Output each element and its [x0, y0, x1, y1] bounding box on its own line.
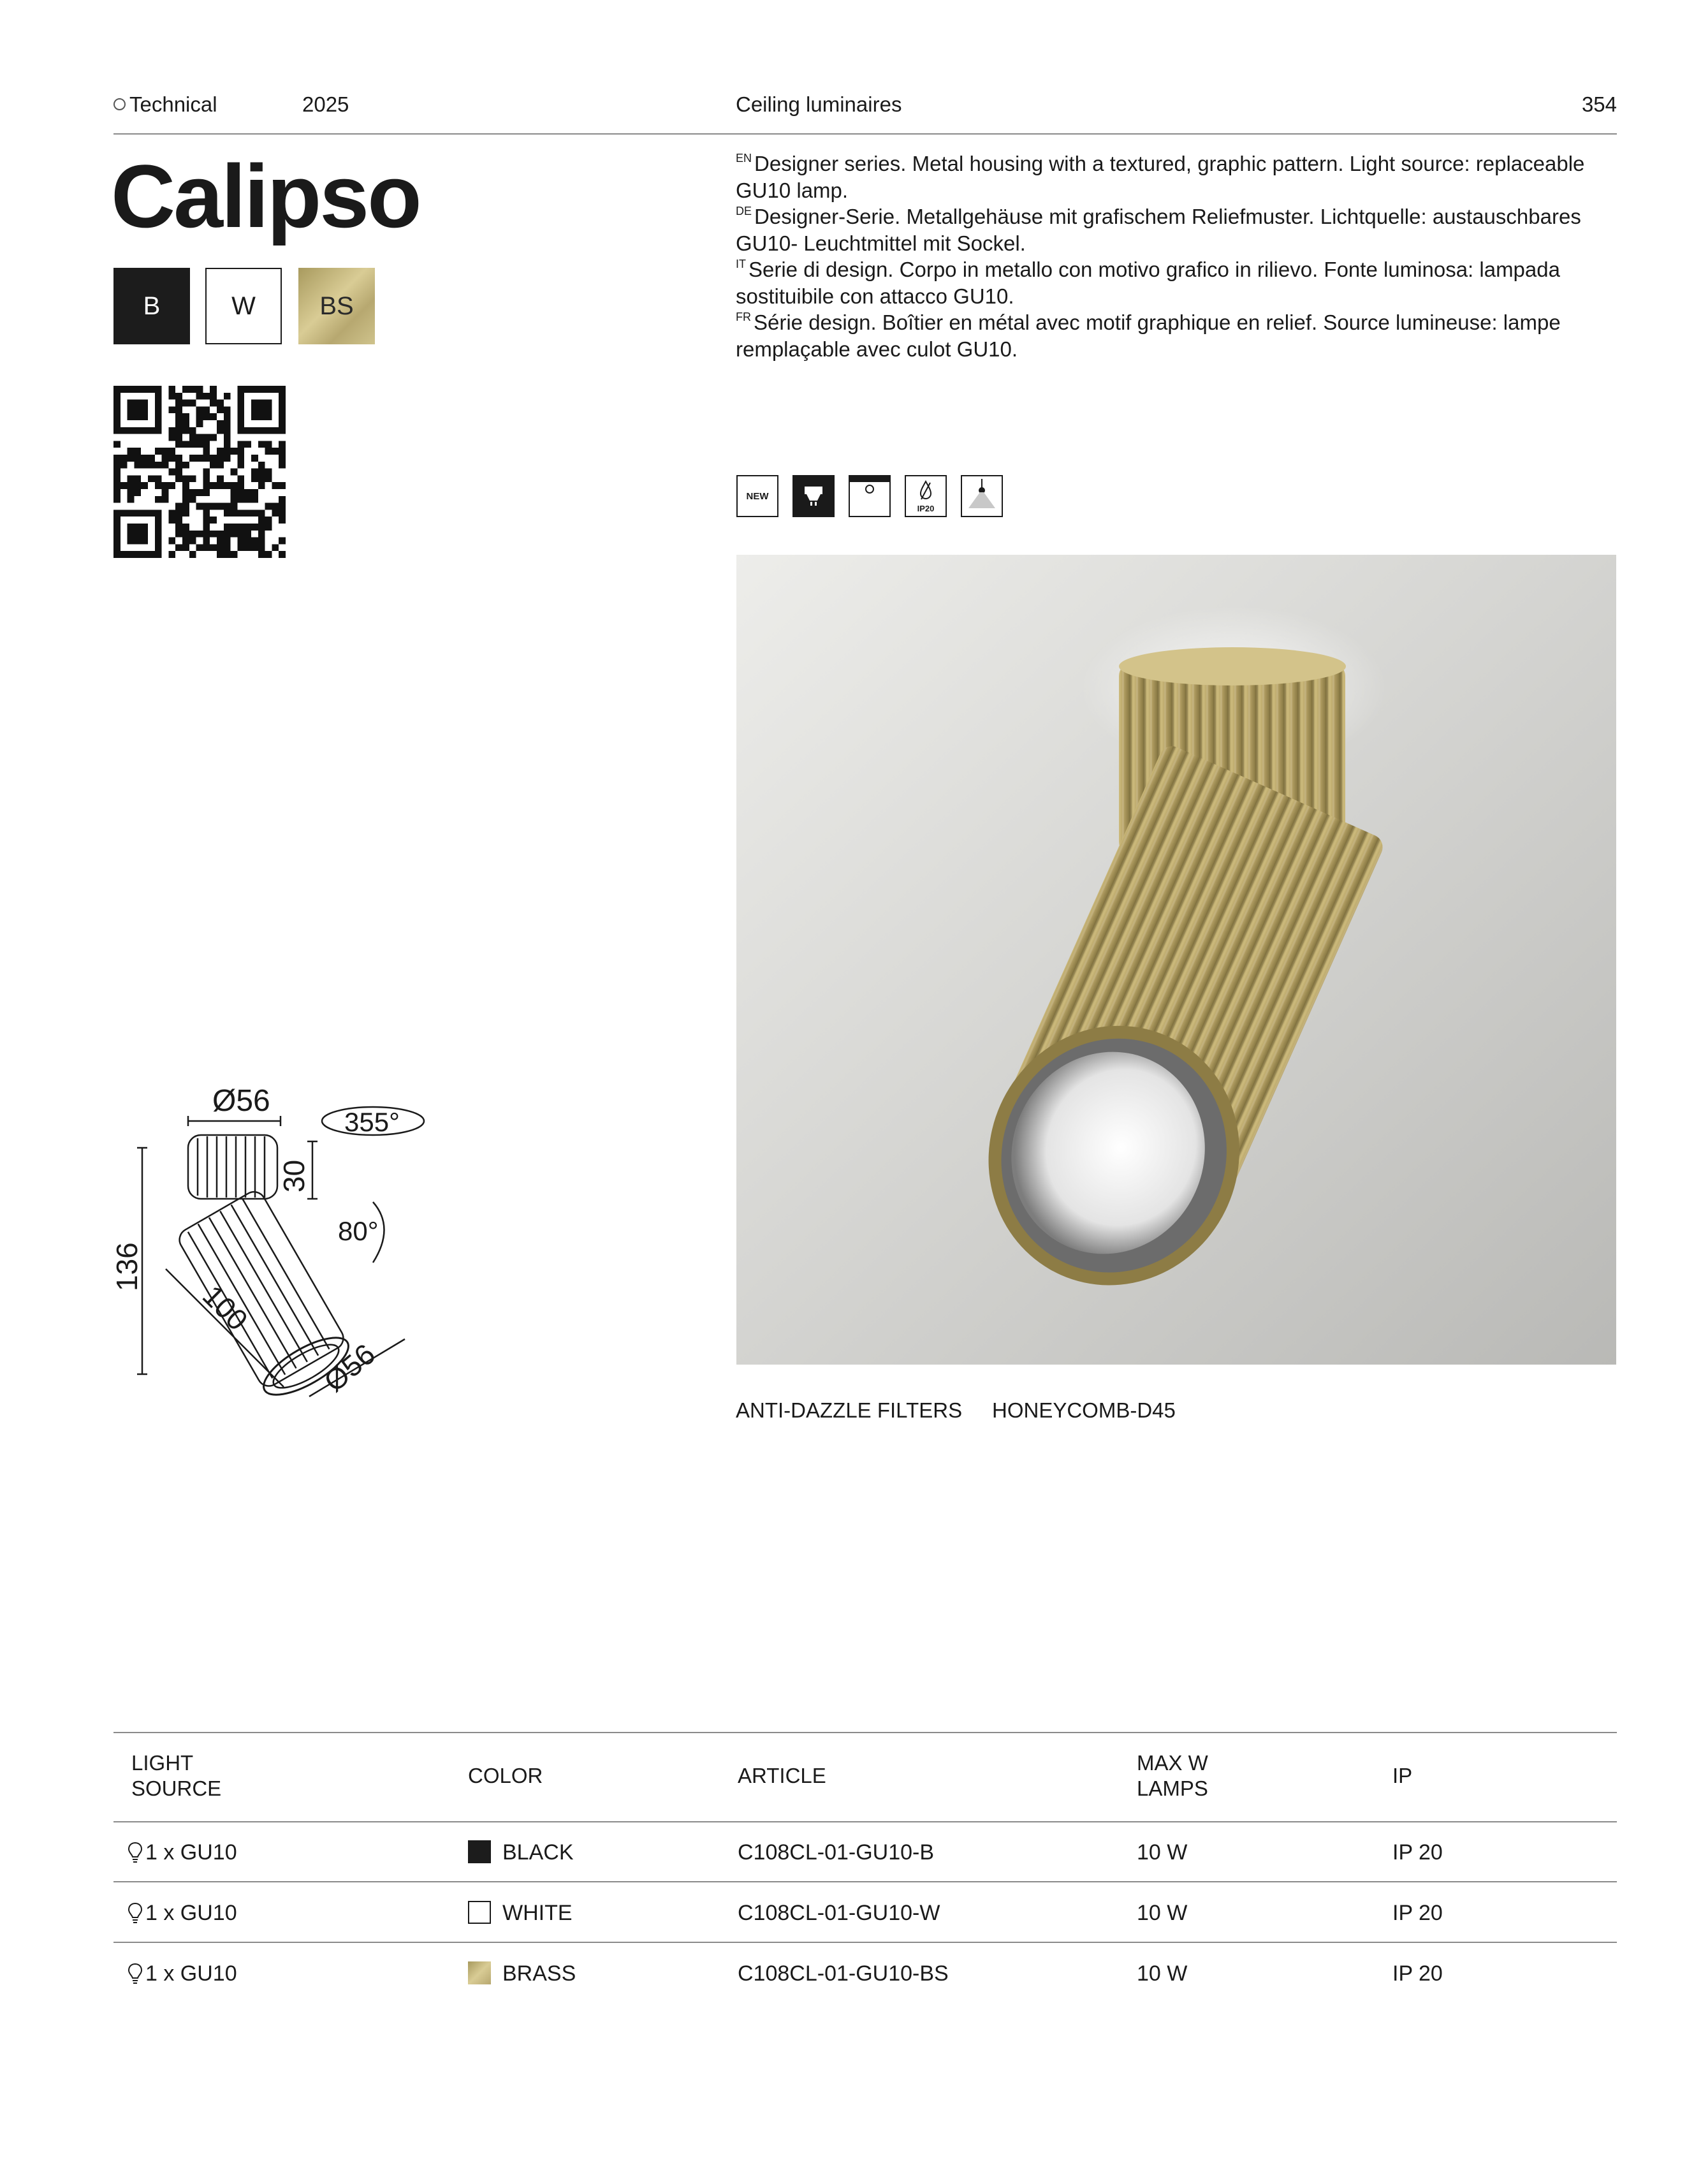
- table-cell-light-source: [128, 1900, 237, 1926]
- header-section-label: Technical: [129, 92, 217, 116]
- color-text: BRASS: [502, 1961, 576, 1986]
- light-source-text: 1 x GU10: [145, 1961, 237, 1986]
- table-cell-max-w: [1137, 1840, 1187, 1865]
- description-en: [736, 150, 1616, 203]
- table-cell-max-w: [1137, 1961, 1187, 1986]
- beam-angle-icon: [961, 475, 1003, 517]
- lang-tag-de: DE: [736, 205, 752, 217]
- max-w-text: 10 W: [1137, 1961, 1188, 1986]
- table-cell-max-w: [1137, 1900, 1187, 1926]
- new-icon: [736, 475, 778, 517]
- col-header-max-w: MAX W LAMPS: [1137, 1751, 1208, 1800]
- product-photo: [736, 555, 1616, 1365]
- ip-text: IP 20: [1392, 1961, 1443, 1986]
- lang-tag-fr: FR: [736, 311, 751, 323]
- lang-tag-en: EN: [736, 152, 752, 165]
- table-top-divider: [113, 1732, 1617, 1733]
- max-w-text: 10 W: [1137, 1840, 1188, 1865]
- product-description: [736, 150, 1616, 362]
- col-header-article: ARTICLE: [738, 1764, 826, 1787]
- ip20-icon-label: IP20: [917, 504, 935, 513]
- table-cell-color: [468, 1840, 574, 1865]
- light-source-text: 1 x GU10: [145, 1901, 237, 1925]
- lang-tag-it: IT: [736, 258, 746, 270]
- table-row-divider: [113, 1942, 1617, 1943]
- bulb-icon: [128, 1902, 143, 1924]
- gu10-lamp-icon: [792, 475, 835, 517]
- bulb-icon: [128, 1842, 143, 1863]
- new-icon-label: NEW: [746, 490, 769, 502]
- surface-mount-icon: [849, 475, 891, 517]
- table-cell-light-source: [128, 1840, 237, 1865]
- product-title: Calipso: [111, 146, 420, 246]
- light-source-text: 1 x GU10: [145, 1840, 237, 1865]
- description-it-text: Serie di design. Corpo in metallo con motivo grafico in rilievo. Fonte luminosa: lampada sostituibile con attacco GU10.: [736, 258, 1560, 308]
- table-row-divider: [113, 1881, 1617, 1882]
- header-section: [113, 92, 217, 117]
- description-fr-text: Série design. Boîtier en métal avec motif graphique en relief. Source lumineuse: lampe remplaçable avec culot GU10.: [736, 311, 1561, 361]
- finish-swatch-black[interactable]: B: [113, 268, 190, 344]
- color-text: BLACK: [502, 1840, 574, 1865]
- article-text: C108CL-01-GU10-B: [738, 1840, 935, 1865]
- table-cell-color: [468, 1961, 576, 1986]
- dimension-drawing: [105, 1078, 437, 1422]
- color-swatch: [468, 1840, 491, 1863]
- table-cell-ip: [1392, 1900, 1443, 1926]
- dim-rotation: 355°: [344, 1107, 400, 1137]
- anti-dazzle-filters-label: ANTI-DAZZLE FILTERS: [736, 1398, 963, 1422]
- col-header-ip: IP: [1392, 1764, 1413, 1787]
- qr-code[interactable]: [113, 386, 286, 558]
- ip20-icon: [905, 475, 947, 517]
- description-de: [736, 203, 1616, 256]
- dim-body-length: 100: [196, 1279, 254, 1337]
- table-cell-article: [738, 1900, 940, 1926]
- table-cell-light-source: [128, 1961, 237, 1986]
- dim-tilt: 80°: [338, 1216, 379, 1246]
- finish-swatch-white[interactable]: W: [205, 268, 282, 344]
- description-fr: [736, 309, 1616, 362]
- table-cell-ip: [1392, 1961, 1443, 1986]
- ip-text: IP 20: [1392, 1901, 1443, 1925]
- dim-top-diameter: Ø56: [212, 1084, 270, 1118]
- color-swatch: [468, 1901, 491, 1924]
- article-text: C108CL-01-GU10-BS: [738, 1961, 949, 1986]
- dim-total-height: 136: [110, 1242, 143, 1291]
- dim-base-height: 30: [277, 1159, 310, 1192]
- header-category: Ceiling luminaires: [736, 92, 902, 116]
- circle-icon: [113, 98, 126, 110]
- table-header-divider: [113, 1821, 1617, 1822]
- col-header-light-source: LIGHT SOURCE: [131, 1751, 222, 1800]
- table-cell-article: [738, 1961, 949, 1986]
- header-year: 2025: [302, 92, 349, 116]
- color-text: WHITE: [502, 1901, 573, 1925]
- description-it: [736, 256, 1616, 309]
- table-cell-color: [468, 1900, 573, 1926]
- description-en-text: Designer series. Metal housing with a textured, graphic pattern. Light source: replaceable GU10 lamp.: [736, 152, 1585, 202]
- ip-text: IP 20: [1392, 1840, 1443, 1865]
- page-number: 354: [1581, 92, 1617, 116]
- bulb-icon: [128, 1963, 143, 1984]
- max-w-text: 10 W: [1137, 1901, 1188, 1925]
- col-header-color: COLOR: [468, 1764, 543, 1787]
- color-swatch: [468, 1961, 491, 1984]
- article-text: C108CL-01-GU10-W: [738, 1901, 940, 1925]
- anti-dazzle-filters-value: HONEYCOMB-D45: [992, 1398, 1176, 1422]
- header-divider: [113, 133, 1617, 135]
- dim-bottom-diameter: Ø56: [318, 1337, 382, 1398]
- finish-swatch-brass[interactable]: BS: [298, 268, 375, 344]
- description-de-text: Designer-Serie. Metallgehäuse mit grafischem Reliefmuster. Lichtquelle: austauschbares GU10- Leuchtmittel mit Sockel.: [736, 205, 1581, 255]
- table-cell-article: [738, 1840, 934, 1865]
- table-cell-ip: [1392, 1840, 1443, 1865]
